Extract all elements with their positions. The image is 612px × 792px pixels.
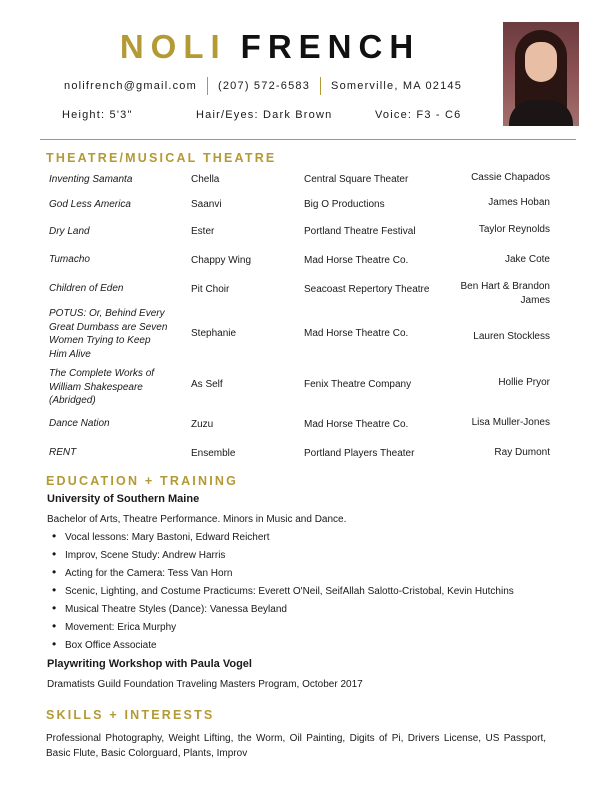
training-list bbox=[47, 531, 514, 657]
headshot-face bbox=[525, 42, 557, 82]
credit-director: Lauren Stockless bbox=[473, 331, 550, 342]
location: Somerville, MA 02145 bbox=[331, 80, 463, 92]
credit-director: Cassie Chapados bbox=[471, 172, 550, 183]
credit-show: Inventing Samanta bbox=[49, 174, 133, 185]
contact-divider bbox=[207, 77, 208, 95]
credit-company: Mad Horse Theatre Co. bbox=[304, 419, 409, 430]
email[interactable]: nolifrench@gmail.com bbox=[64, 80, 197, 92]
contact-divider bbox=[320, 77, 321, 95]
height: Height: 5'3" bbox=[62, 109, 133, 121]
degree: Bachelor of Arts, Theatre Performance. Minors in Music and Dance. bbox=[47, 514, 347, 525]
list-item: • Musical Theatre Styles (Dance): Vanessa Beyland bbox=[47, 603, 514, 621]
headshot-photo bbox=[503, 22, 579, 126]
credit-company: Big O Productions bbox=[304, 199, 385, 210]
credit-company: Mad Horse Theatre Co. bbox=[304, 328, 409, 339]
credit-role: Chappy Wing bbox=[191, 255, 252, 266]
credit-show: RENT bbox=[49, 447, 77, 458]
list-item: • Box Office Associate bbox=[47, 639, 514, 657]
section-heading-skills: SKILLS + INTERESTS bbox=[46, 708, 215, 722]
list-item: • Vocal lessons: Mary Bastoni, Edward Reichert bbox=[47, 531, 514, 549]
credit-show: The Complete Works of William Shakespeare (Abridged) bbox=[49, 368, 155, 406]
credit-company: Portland Theatre Festival bbox=[304, 226, 416, 237]
credit-company: Mad Horse Theatre Co. bbox=[304, 255, 409, 266]
section-heading-education: EDUCATION + TRAINING bbox=[46, 474, 239, 488]
credit-director: Taylor Reynolds bbox=[478, 224, 550, 235]
workshop-detail: Dramatists Guild Foundation Traveling Masters Program, October 2017 bbox=[47, 679, 363, 690]
phone[interactable]: (207) 572-6583 bbox=[218, 80, 311, 92]
skills-text: Professional Photography, Weight Lifting, the Worm, Oil Painting, Digits of Pi, Drivers License, US Passport, Basic Flute, Basic Colorguard, Plants, Improv bbox=[46, 733, 546, 759]
credit-show: God Less America bbox=[49, 199, 131, 210]
credit-director: Hollie Pryor bbox=[498, 377, 550, 388]
credit-director: Jake Cote bbox=[504, 254, 550, 265]
credit-company: Fenix Theatre Company bbox=[304, 379, 412, 390]
credit-role: Chella bbox=[191, 174, 220, 185]
headshot-body bbox=[509, 100, 573, 126]
credit-show: Dry Land bbox=[49, 226, 90, 237]
list-item: • Movement: Erica Murphy bbox=[47, 621, 514, 639]
first-name: NOLI bbox=[119, 28, 227, 65]
credit-role: Pit Choir bbox=[191, 284, 230, 295]
credit-company: Central Square Theater bbox=[304, 174, 409, 185]
credit-role: Stephanie bbox=[191, 328, 237, 339]
credit-role: Zuzu bbox=[191, 419, 214, 430]
hair-eyes: Hair/Eyes: Dark Brown bbox=[196, 109, 333, 121]
credit-role: Ester bbox=[191, 226, 215, 237]
credit-role: Ensemble bbox=[191, 448, 236, 459]
credit-director: Ben Hart & Brandon James bbox=[460, 281, 550, 306]
last-name: FRENCH bbox=[240, 28, 421, 65]
credit-director: James Hoban bbox=[488, 197, 550, 208]
credit-director: Ray Dumont bbox=[494, 447, 550, 458]
credit-company: Portland Players Theater bbox=[304, 448, 415, 459]
resume-name bbox=[0, 28, 576, 66]
credit-company: Seacoast Repertory Theatre bbox=[304, 284, 430, 295]
workshop-title: Playwriting Workshop with Paula Vogel bbox=[47, 658, 252, 670]
credit-role: Saanvi bbox=[191, 199, 222, 210]
credit-show: Tumacho bbox=[49, 254, 90, 265]
credit-director: Lisa Muller-Jones bbox=[471, 417, 550, 428]
credit-role: As Self bbox=[191, 379, 223, 390]
school-name: University of Southern Maine bbox=[47, 493, 200, 505]
credit-show: Dance Nation bbox=[49, 418, 110, 429]
list-item: • Acting for the Camera: Tess Van Horn bbox=[47, 567, 514, 585]
list-item: • Scenic, Lighting, and Costume Practicums: Everett O'Neil, SeifAllah Salotto-Cristobal, Kevin Hutchins bbox=[47, 585, 514, 603]
credit-show: Children of Eden bbox=[49, 283, 124, 294]
credit-show: POTUS: Or, Behind Every Great Dumbass are Seven Women Trying to Keep Him Alive bbox=[49, 308, 168, 360]
contact-line bbox=[64, 77, 494, 95]
voice: Voice: F3 - C6 bbox=[375, 109, 462, 121]
section-heading-theatre: THEATRE/MUSICAL THEATRE bbox=[46, 151, 277, 165]
header-divider bbox=[40, 139, 576, 140]
list-item: • Improv, Scene Study: Andrew Harris bbox=[47, 549, 514, 567]
